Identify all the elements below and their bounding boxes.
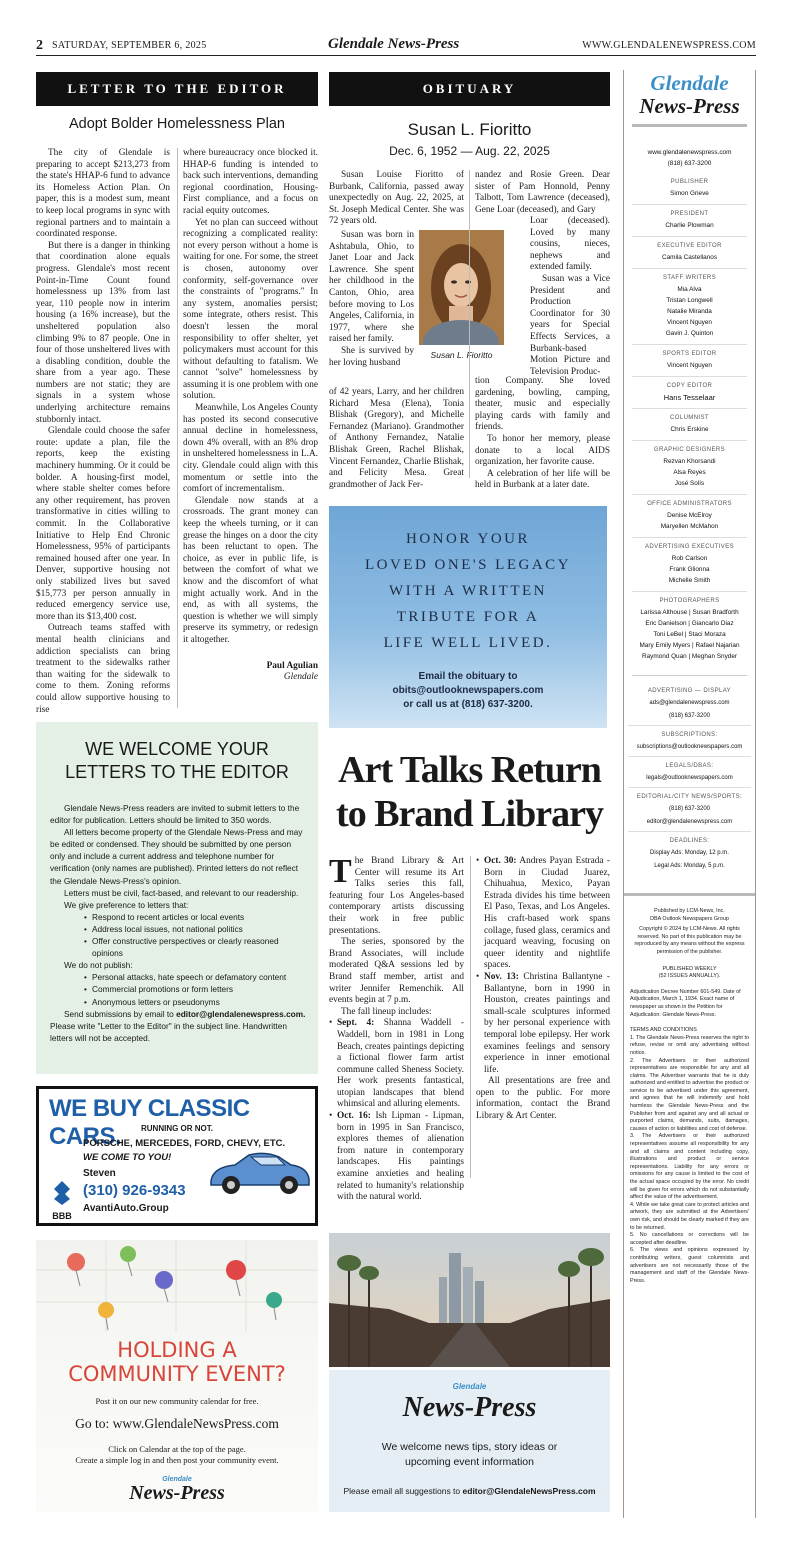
cars-contact: Steven [83,1168,116,1179]
staff-group [632,179,747,204]
obituary-banner: OBITUARY [329,72,610,106]
welcome-send [50,1008,306,1020]
community-goto[interactable]: Go to: www.GlendaleNewsPress.com [75,1416,279,1431]
obituary-born [329,230,414,369]
tribute-phone: or call us at (818) 637-3200. [403,699,533,710]
headline-line: Art Talks Return [338,749,601,791]
staff-name: Natalie Miranda [667,308,712,315]
art-talks-lead [329,853,464,937]
issue-date: SATURDAY, SEPTEMBER 6, 2025 [52,40,207,51]
terms-title: TERMS AND CONDITIONS [630,1027,697,1034]
editor-email-link[interactable]: editor@glendalenewspress.com. [176,1008,306,1019]
staff-group [632,591,747,667]
staff-name: Tristan Longwell [666,297,713,304]
list-item: • Personal attacks, hate speech or defamatory content [84,972,287,983]
tribute-line: HONOR YOUR [405,531,531,547]
staff-group [632,537,747,591]
obituary-paragraph: Susan Louise Fioritto of Burbank, California, passed away unexpectedly on Aug. 22, 2025, at St. Joseph Medical Center. She was 72 years old. [329,170,464,227]
staff-name: Simon Grieve [670,190,709,197]
staff-group [632,344,747,376]
staff-name: Raymond Quan | Meghan Snyder [641,653,738,660]
contact-group [628,831,751,875]
event-date: Nov. 13: [484,971,519,982]
staff-group [632,204,747,236]
contact-value: Display Ads: Monday, 12 p.m. [650,850,729,856]
list-item: • Commercial promotions or form letters [84,984,234,995]
contact-label: DEADLINES: [669,838,710,844]
event-item: • Oct. 16: Ish Lipman - Lipman, born in 1995 in San Francisco, explores themes of alienation from nature in contemporary landscapes. His paintings examine anxieties and healing related to humanity's relationship with the natural world. [329,1111,464,1203]
staff-name: Vincent Nguyen [666,362,712,369]
sidebar-rule [632,675,747,676]
letter-author: Paul Agulian [266,660,318,671]
drop-cap: T [329,853,352,890]
staff-sidebar [623,70,756,1518]
art-talks-paragraph: The fall lineup includes: [341,1006,432,1017]
terms-list [630,1035,749,1286]
lead-text: he Brand Library & Art Center will resume its Art Talks series this fall, featuring four Los Angeles-based contemporary artists discussing their work in free public presentations. [329,856,464,936]
portrait-image [419,230,504,345]
obituary-col2-bottom [475,376,610,492]
page-header [36,38,756,56]
instruction-line: Click on Calendar at the top of the page. [108,1444,246,1454]
staff-group [632,494,747,537]
tribute-contact [329,670,607,712]
tribute-ad[interactable] [329,506,607,728]
sidebar-logo-top: Glendale [650,71,729,95]
instruction-line: Create a simple log in and then post your community event. [75,1455,279,1465]
obituary-name: Susan L. Fioritto [407,120,532,139]
event-item: • Nov. 13: Christina Ballantyne - Ballantyne, born in 1990 in Houston, creates paintings and small-scale sculptures informed by her personal experience with temporal lobe epilepsy. Her work examines feelings and sensory experience in inner emotional life. [476,971,610,1075]
art-talks-headline [329,748,610,836]
list-item-text: Anonymous letters or pseudonyms [92,996,220,1007]
street-photo [329,1233,610,1367]
obituary-col2-top [475,170,610,216]
sidebar-website[interactable]: www.glendalenewspress.com [647,149,732,156]
cars-headline: WE BUY CLASSIC CARS. [49,1095,250,1150]
event-text: Shanna Waddell - Waddell, born in 1981 in Long Beach, creates paintings depicting a fictional flower farm artist commune called Sheness Society. Her work presents fantastical, utopian landscapes that blend whimsical and alluring elements. [337,1018,465,1110]
contact-value[interactable]: ads@glendalenewspress.com [649,700,730,706]
header-url[interactable]: WWW.GLENDALENEWSPRESS.COM [582,40,756,51]
tips-line: We welcome news tips, story ideas or [381,1441,558,1453]
event-text: Christina Ballantyne - Ballantyne, born in 1990 in Houston, creates paintings and small-scale sculptures informed by her personal experience with temporal lobe epilepsy. Her work examines feelings and sensory experience in inner emotional life. [484,971,610,1075]
tips-line: upcoming event information [405,1456,534,1468]
staff-group [632,376,747,408]
letter-paragraph: Glendale now stands at a crossroads. The grant money can keep the wheels turning, or it can grease the hinges on a door the city has been reluctant to open. The choice, as ever in public life, is between the comfort of what we know and the discomfort of what might actually work. And in the end, as with all systems, the question is whether we will simply preserve its symmetry, or redesign it altogether. [183,495,318,645]
contact-group [628,725,751,756]
contact-group [628,787,751,831]
community-event-ad[interactable] [36,1240,318,1512]
tribute-line: WITH A WRITTEN [388,583,548,599]
staff-list [624,179,755,667]
obituary-paragraph: To honor her memory, please donate to a local AIDS organization, her favorite cause. [475,433,610,468]
contact-group [628,682,751,725]
preference-list [50,911,306,959]
contact-value: (818) 637-3200 [668,713,711,719]
contact-list [624,682,755,875]
column-divider [470,856,471,1178]
cars-come: WE COME TO YOU! [83,1152,172,1163]
obituary-paragraph: A celebration of her life will be held in Burbank at a later date. [475,468,610,491]
terms-item: 3. The Advertisers or their authorized representatives assume all responsibility for any and all claims and content including copy, illustrations and product or service representations. Liability for any errors or omissions for any cause is limited to the cost of the actual space occupied by the error. No credit will be given for errors which do not substantially affect the value of the advertisement. [630,1133,749,1201]
welcome-paragraph: Letters must be civil, fact-based, and relevant to our readership. [64,887,299,898]
tips-email-prefix: Please email all suggestions to [343,1486,461,1496]
staff-name: Rezvan Khorsandi [663,458,716,465]
letter-paragraph: But there is a danger in thinking that coordination alone equals progress. Glendale's most recent Point-in-Time Count found homelessness up 13% from last year, 110 people now in interim housing (a 16% increase), but the unsheltered population also climbing 9% to 87 people. One in four of those unsheltered lives with a disabling condition, double the share from a year ago. These numbers are not static; they are signals in a system whose underlying architecture remains stubbornly intact. [36,240,170,425]
contact-value[interactable]: legals@outlooknewspapers.com [646,775,733,781]
tribute-email-link[interactable]: obits@outlooknewspapers.com [392,685,544,696]
list-item: • Anonymous letters or pseudonyms [84,996,220,1007]
staff-role: SPORTS EDITOR [662,351,717,357]
sidebar-logo-main: News-Press [639,94,740,118]
staff-name: Hans Tesselaar [663,393,716,402]
sidebar-rule [632,124,747,127]
welcome-letters-box [36,722,318,1074]
staff-name: Frank Glionna [669,566,710,573]
terms-item: 5. No cancellations or corrections will be accepted after deadline. [630,1232,749,1246]
list-item-text: Address local issues, not national politics [92,923,243,934]
art-talks-col2 [476,856,610,1123]
tips-email-line [329,1486,610,1496]
list-item: • Address local issues, not national politics [84,923,243,934]
letter-column-2 [183,148,318,684]
event-item: • Sept. 4: Shanna Waddell - Waddell, born in 1981 in Long Beach, creates paintings depicting a fictional flower farm artist commune called Sheness Society. Her work presents fantastical, utopian landscapes that blend whimsical and alluring elements. [329,1018,465,1110]
event-text: Andres Payan Estrada - Born in Ciudad Juarez, Chihuahua, Mexico, Payan Estrada divides his time between El Paso, Texas, and Los Angeles. His craft-based work spans collage, fused glass, ceramics and jacquard weaving, focusing on queer identity and nightlife spaces. [484,856,610,971]
welcome-title-line: LETTERS TO THE EDITOR [65,762,289,782]
contact-label: LEGALS/DBAS: [665,763,714,769]
published-by: DBA Outlook Newspapers Group [650,915,729,922]
list-item-text: Respond to recent articles or local events [92,911,245,922]
cars-makes: PORSCHE, MERCEDES, FORD, CHEVY, ETC. [83,1138,286,1149]
masthead: Glendale News-Press [328,36,460,52]
contact-value: Legal Ads: Monday, 5 p.m. [654,863,725,869]
copyright-text: Copyright © 2024 by LCM-News. All rights reserved. No part of this publication may be reproduced by any means without the express permission of the publisher. [634,926,745,955]
event-date: Oct. 16: [337,1111,371,1122]
cars-site[interactable]: AvantiAuto.Group [83,1203,169,1214]
staff-name: Vincent Nguyen [666,319,712,326]
community-title-line: COMMUNITY EVENT? [68,1362,286,1386]
staff-group [632,236,747,268]
contact-label: SUBSCRIPTIONS: [661,732,718,738]
staff-role: GRAPHIC DESIGNERS [653,447,726,453]
city-street-image [329,1233,610,1367]
send-prefix: Send submissions by email to [64,1008,174,1019]
staff-role: PRESIDENT [670,211,709,217]
event-date: Oct. 30: [484,856,517,866]
contact-value[interactable]: editor@glendalenewspress.com [646,819,733,825]
terms-item: 1. The Glendale News-Press reserves the right to refuse, revise or omit any advertising without notice. [630,1034,749,1056]
staff-role: OFFICE ADMINISTRATORS [647,501,732,507]
staff-name: Gavin J. Quinton [665,330,714,337]
staff-group [632,268,747,344]
page-number: 2 [36,38,43,53]
letter-banner: LETTER TO THE EDITOR [36,72,318,106]
obituary-dates: Dec. 6, 1952 — Aug. 22, 2025 [389,144,550,158]
list-item-text: Offer constructive perspectives or clearly reasoned opinions [92,936,279,959]
obituary-intro [329,170,464,228]
tribute-line: LIFE WELL LIVED. [383,635,553,651]
obituary-paragraph: Susan was born in Ashtabula, Ohio, to Janet Loar and Jack Lawrence. She spent her childhood in the Canton, Ohio, area before moving to Los Angeles, California, in 1977, where she raised her family. [329,230,414,345]
staff-role: STAFF WRITERS [662,275,717,281]
community-logo-top: Glendale [162,1476,192,1483]
welcome-paragraph: All letters become property of the Glendale News-Press and may be edited or condensed. They should be submitted by one person only and include a current address and telephone number for verification (only names are published). Printed letters do not reflect the Glendale News-Press's opinion. [50,827,303,886]
tribute-headline [329,526,607,656]
letter-paragraph: Outreach teams staffed with mental health clinicians and addiction specialists can bring treatment to the sidewalks rather than waiting for the sidewalk to come to them. Zoning reforms could allow supportive housing to rise [36,623,170,715]
cars-sub: RUNNING OR NOT. [141,1124,213,1133]
classic-cars-ad[interactable] [36,1086,318,1226]
staff-role: COPY EDITOR [666,383,713,389]
art-talks-col1 [329,853,465,1204]
welcome-title-line: WE WELCOME YOUR [85,739,269,759]
staff-name: Denise McElroy [667,512,712,519]
event-date: Sept. 4: [337,1018,375,1029]
tribute-line: LOVED ONE'S LEGACY [364,557,572,573]
welcome-body [50,802,306,1044]
terms-item: 4. While we take great care to protect articles and artwork, they are submitted at the Advertisers' own risk, and should be clearly marked if they are to be returned. [630,1201,749,1231]
letter-paragraph: Meanwhile, Los Angeles County has posted its second consecutive annual decline in homelessness, down 4% overall, with an 8% drop in unsheltered homelessness in L.A. city. Glendale could align with this momentum or settle into the comfort of incrementalism. [183,403,318,495]
list-item: • Offer constructive perspectives or clearly reasoned opinions [84,935,306,959]
contact-label: ADVERTISING — DISPLAY [647,688,732,694]
tribute-contact-line: Email the obituary to [418,671,518,682]
letter-paragraph: Glendale could choose the safer route: update a plan, file the reports, keep the existing machinery humming. Or it could be bolder. A housing-first model, where stable shelter comes before any other requirement, has proven transformative in cities willing to commit. In the Collaborative Initiative to Help End Chronic Homelessness, 95% of participants remained housed after one year. In Denver, supportive housing not only stabilized lives but saved $15,773 per person annually in reduced emergency service use, more than its $13,400 cost. [36,426,170,622]
obituary-col2-side [530,216,610,378]
welcome-paragraph: Glendale News-Press readers are invited to submit letters to the editor for publication. Letters should be limited to 350 words. [50,803,300,826]
welcome-paragraph: We give preference to letters that: [64,899,189,910]
staff-role: ADVERTISING EXECUTIVES [644,544,735,550]
contact-value: (818) 637-3200 [668,806,711,812]
event-text: Ish Lipman - Lipman, born in 1995 in San Francisco, explores themes of alienation from nature in contemporary landscapes. His paintings examine anxieties and healing related to humanity's relationship with the natural world. [337,1111,464,1203]
contact-group [628,756,751,787]
list-item-text: Commercial promotions or form letters [92,984,234,995]
letter-headline: Adopt Bolder Homelessness Plan [68,116,285,132]
staff-name: Mia Alva [677,286,702,293]
obituary-survived [329,387,464,491]
bbb-text: BBB [52,1211,72,1221]
sidebar-phone: (818) 637-3200 [667,160,712,167]
staff-name: Charlie Plowman [665,222,714,229]
community-title [36,1338,318,1386]
column-divider [177,148,178,708]
obituary-paragraph: Susan was a Vice President and Production Coordinator for 30 years for Special Effects Services, a Burbank-based Motion Picture and Television Produc- [530,273,610,377]
letter-paragraph: where bureaucracy once blocked it. HHAP-6 funding is intended to back such interventions, demanding regional coordination, Housing-First compliance, and a focus on racial equity outcomes. [183,148,318,216]
welcome-paragraph: We do not publish: [64,960,133,971]
tips-text [329,1440,610,1470]
column-divider [469,170,470,478]
staff-group [632,408,747,440]
staff-role: COLUMNIST [670,415,709,421]
adjudication-text: Adjudication Decree Number 601-549. Date of Adjudication, March 1, 1934. Exact name of newspaper as shown in the Petition for Adjudication: Glendale News-Press. [630,988,741,1018]
art-talks-paragraph: All presentations are free and open to the public. For more information, contact the Brand Library & Art Center. [476,1076,610,1122]
tips-email-link[interactable]: editor@GlendaleNewsPress.com [462,1486,596,1496]
staff-name: José Solís [674,480,705,487]
published-weekly: (52 ISSUES ANNUALLY). [658,973,721,980]
staff-name: Larissa Althouse | Susan Bradforth [640,609,739,616]
obituary-paragraph: tion Company. She loved gardening, bowling, camping, theater, music and especially playing cards with family and friends. [475,376,610,433]
photo-caption: Susan L. Fioritto [430,350,493,360]
staff-name: Maryellen McMahon [660,523,719,530]
staff-name: Camila Castellanos [661,254,718,261]
list-item: • Respond to recent articles or local events [84,911,245,922]
art-talks-paragraph: The series, sponsored by the Brand Associates, will include moderated Q&A sessions led by Brand staff member, artist and writer Jennifer Remenchik. All events begin at 7 p.m. [329,937,464,1006]
terms-item: 2. The Advertisers or their authorized representatives are responsible for any and all claims. The Advertiser warrants that he is duly authorized and entitled to advertise the product or service to be advertised under this agreement, and agrees that he will indemnify and hold harmless the Glendale News-Press and the Publisher from and against any and all actual or purported claims, demands, suits, damages, causes of action or liabilities and cost of defense. [630,1057,749,1132]
tips-logo-main: News-Press [402,1392,537,1423]
obituary-photo [419,230,504,345]
letter-author-city: Glendale [283,672,318,683]
exclusion-list [50,971,306,1007]
letter-paragraph: Yet no plan can succeed without recognizing a complicated reality: not every person without a home is waiting for one. For some, the street is chosen, autonomy over conformity, self-governance over the constraints of "programs." In any system, anomalies persist; some integrate, others resist. This doesn't lessen the moral responsibility to offer shelter, yet policymakers must account for this without defaulting to fatalism. We cannot "solve" homelessness by assuming it is one problem with one solution. [183,217,318,402]
obituary-paragraph: She is survived by her loving husband [329,345,414,368]
staff-name: Chris Erskine [670,426,709,433]
tribute-line: TRIBUTE FOR A [396,609,540,625]
pushpins-illustration [36,1240,318,1332]
staff-name: Alsa Reyes [673,469,706,476]
staff-name: Eric Danielson | Giancarlo Diaz [645,620,734,627]
event-item: • Oct. 30: Andres Payan Estrada - Born in Ciudad Juarez, Chihuahua, Mexico, Payan Estrada divides his time between El Paso, Texas, and Los Angeles. His craft-based work spans collage, fused glass, ceramics and jacquard weaving, focusing on queer identity and nightlife spaces. [476,856,610,971]
torch-icon [47,1179,77,1207]
cars-phone[interactable]: (310) 926-9343 [83,1182,186,1199]
tips-logo-top: Glendale [452,1382,487,1391]
staff-name: Toni LeBel | Staci Moraza [653,631,726,638]
published-by: Published by LCM-News, Inc. [654,908,725,914]
obituary-paragraph: nandez and Rosie Green. Dear sister of Pam Honnold, Penny Talbott, Tom Lawrence (deceased), Gene Loar (deceased), and Gary [475,170,610,215]
staff-role: PUBLISHER [670,179,709,185]
headline-line: to Brand Library [336,793,603,835]
contact-label: EDITORIAL/CITY NEWS/SPORTS: [636,794,743,800]
community-instructions [36,1444,318,1466]
sidebar-legal [624,896,755,1285]
welcome-title [36,738,318,784]
staff-name: Rob Carlson [671,555,708,562]
staff-name: Michelle Smith [668,577,711,584]
obituary-paragraph: of 42 years, Larry, and her children Richard Mesa (Elena), Tonia Blishak (Gregory), and Michelle Fernandez (Mariano). Grandmother of Anthony Fernandez, Natalie Blishak Green, Rachel Blishak, Vincent Fernandez, Charlie Blishak, and Felicity Mesa. Great grandmother of Jack Fer- [329,387,464,490]
community-sub: Post it on our new community calendar for free. [95,1396,259,1406]
list-item-text: Personal attacks, hate speech or defamatory content [92,972,287,983]
contact-value[interactable]: subscriptions@outlooknewspapers.com [636,744,743,750]
classic-car-illustration [205,1141,313,1201]
community-title-line: HOLDING A [117,1338,237,1362]
staff-group [632,440,747,494]
staff-role: EXECUTIVE EDITOR [657,243,722,249]
obituary-paragraph: Loar (deceased). Loved by many cousins, nieces, nephews and extended family. [530,216,610,273]
letter-column-1 [36,148,170,716]
bbb-logo [47,1179,77,1219]
news-tips-box [329,1370,610,1512]
published-weekly: PUBLISHED WEEKLY [662,965,717,972]
staff-name: Mary Emily Myers | Rafael Najarian [639,642,740,649]
community-logo-main: News-Press [129,1482,225,1504]
terms-item: 6. The views and opinions expressed by contributing writers, guest columnists and advertisers are not necessarily those of the management and staff of the Glendale News-Press. [630,1247,749,1284]
welcome-paragraph: Please write "Letter to the Editor" in the subject line. Handwritten letters will not be accepted. [50,1020,287,1043]
letter-paragraph: The city of Glendale is preparing to accept $213,273 from the state's HHAP-6 fund to advance its Homeless Action Plan. On paper, this is a modest sum, meant to keep local programs in sync with regional partners and to maintain a coordinated response. [36,148,170,240]
staff-role: PHOTOGRAPHERS [659,598,720,604]
